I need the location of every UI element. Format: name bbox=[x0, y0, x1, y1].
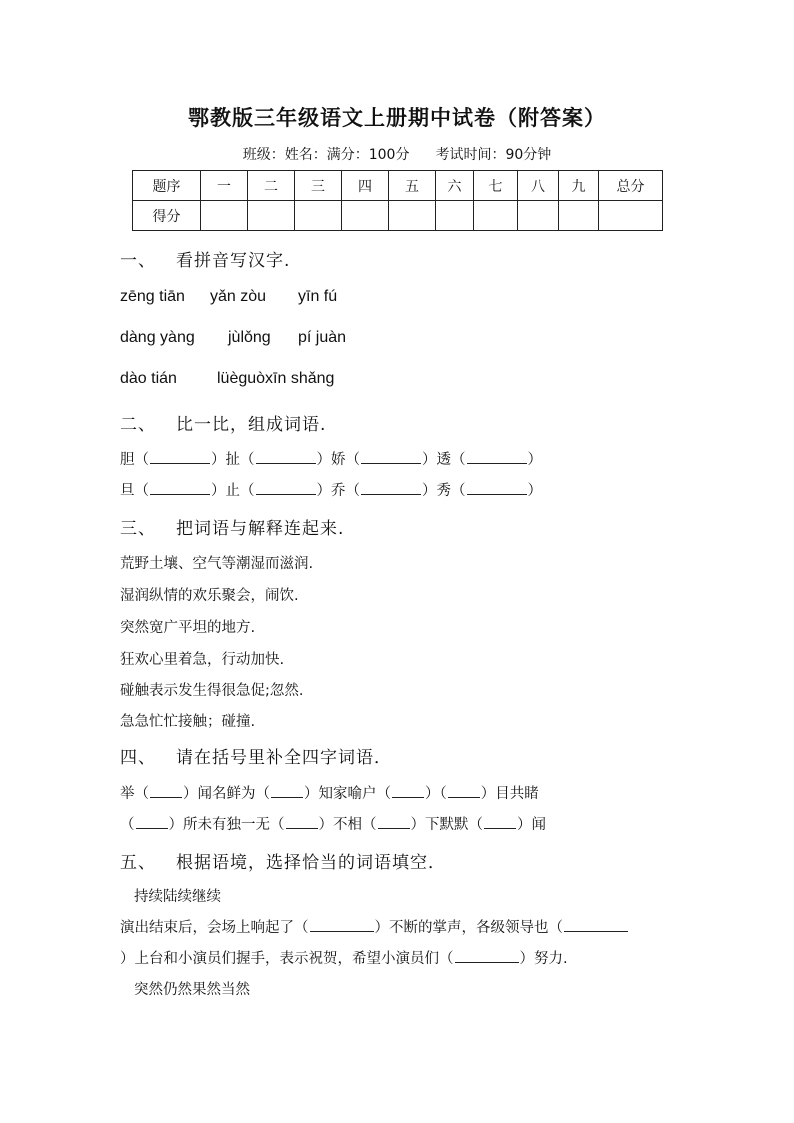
answer-blank[interactable] bbox=[484, 814, 516, 829]
score-table-col: 九 bbox=[559, 171, 599, 201]
exam-info-time: 考试时间：90分钟 bbox=[435, 147, 552, 163]
section-number: 一、 bbox=[120, 251, 156, 271]
idiom-text: 下默默 bbox=[425, 817, 469, 833]
answer-blank[interactable] bbox=[150, 449, 210, 464]
pinyin-item: dàng yàng bbox=[120, 329, 195, 346]
char-prompt: 秀 bbox=[436, 483, 451, 499]
pinyin-item: jùlǒng bbox=[228, 329, 271, 346]
sentence-text: 努力. bbox=[534, 951, 568, 967]
match-line: 碰触表示发生得很急促;忽然. bbox=[120, 683, 304, 699]
word-options: 持续陆续继续 bbox=[134, 889, 221, 905]
score-cell[interactable] bbox=[599, 201, 663, 231]
score-cell[interactable] bbox=[201, 201, 248, 231]
score-table-col: 八 bbox=[518, 171, 559, 201]
section-title: 把词语与解释连起来. bbox=[176, 519, 345, 539]
word-group-row: 旦（ ）止（ ）乔（ ）秀（ ） bbox=[120, 479, 542, 500]
score-table-col: 六 bbox=[436, 171, 474, 201]
page-title: 鄂教版三年级语文上册期中试卷（附答案） bbox=[188, 105, 606, 130]
answer-blank[interactable] bbox=[256, 480, 316, 495]
char-prompt: 扯 bbox=[225, 452, 240, 468]
answer-blank[interactable] bbox=[467, 480, 527, 495]
char-prompt: 胆 bbox=[120, 452, 135, 468]
answer-blank[interactable] bbox=[271, 783, 303, 798]
pinyin-item: yǎn zòu bbox=[210, 288, 267, 305]
match-line: 狂欢心里着急，行动加快. bbox=[120, 652, 285, 668]
pinyin-item: zēng tiān bbox=[120, 288, 185, 305]
answer-blank[interactable] bbox=[150, 783, 182, 798]
pinyin-item: yīn fú bbox=[298, 288, 338, 305]
answer-blank[interactable] bbox=[256, 449, 316, 464]
pinyin-item: pí juàn bbox=[298, 329, 347, 346]
score-table-col: 四 bbox=[342, 171, 389, 201]
fill-sentence: ）上台和小演员们握手，表示祝贺，希望小演员们（ ）努力. bbox=[120, 947, 568, 968]
score-table-col: 五 bbox=[389, 171, 436, 201]
section-heading-3 bbox=[120, 514, 344, 539]
answer-blank[interactable] bbox=[448, 783, 480, 798]
idiom-row: （ ）所未有独一无（ ）不相（ ）下默默（ ）闻 bbox=[120, 813, 546, 834]
score-table-col: 一 bbox=[201, 171, 248, 201]
match-line: 突然宽广平坦的地方. bbox=[120, 620, 256, 636]
score-table-header-label: 题序 bbox=[133, 171, 201, 201]
score-table-col: 三 bbox=[295, 171, 342, 201]
answer-blank[interactable] bbox=[361, 480, 421, 495]
section-title: 比一比，组成词语. bbox=[176, 415, 327, 435]
score-table-row-label: 得分 bbox=[133, 201, 201, 231]
score-cell[interactable] bbox=[474, 201, 518, 231]
pinyin-item: dào tián bbox=[120, 370, 177, 387]
match-line: 急急忙忙接触；碰撞. bbox=[120, 714, 256, 730]
exam-info-class: 班级：姓名：满分：100分 bbox=[242, 147, 410, 163]
answer-blank[interactable] bbox=[361, 449, 421, 464]
char-prompt: 娇 bbox=[331, 452, 346, 468]
score-table-col: 总分 bbox=[599, 171, 663, 201]
section-number: 四、 bbox=[120, 748, 156, 768]
score-cell[interactable] bbox=[248, 201, 295, 231]
idiom-text: 目共睹 bbox=[495, 786, 539, 802]
score-cell[interactable] bbox=[559, 201, 599, 231]
answer-blank[interactable] bbox=[392, 783, 424, 798]
score-table-score-row bbox=[133, 201, 663, 231]
section-heading-5 bbox=[120, 848, 446, 873]
section-title: 根据语境，选择恰当的词语填空． bbox=[176, 853, 446, 873]
idiom-text: 不相 bbox=[333, 817, 362, 833]
section-number: 三、 bbox=[120, 519, 156, 539]
score-table bbox=[132, 170, 663, 231]
idiom-row: 举（ ）闻名鲜为（ ）知家喻户（ ）（ ）目共睹 bbox=[120, 782, 539, 803]
idiom-text: 闻名鲜为 bbox=[197, 786, 256, 802]
pinyin-row bbox=[120, 288, 337, 306]
sentence-text: 上台和小演员们握手，表示祝贺，希望小演员们 bbox=[134, 951, 439, 967]
pinyin-item: lüèguòxīn shǎng bbox=[217, 370, 335, 387]
score-cell[interactable] bbox=[389, 201, 436, 231]
exam-info bbox=[0, 144, 794, 164]
answer-blank[interactable] bbox=[564, 917, 628, 932]
sentence-text: 演出结束后，会场上响起了 bbox=[120, 920, 294, 936]
match-line: 湿润纵情的欢乐聚会，闹饮. bbox=[120, 588, 299, 604]
sentence-text: 不断的掌声，各级领导也 bbox=[389, 920, 549, 936]
score-cell[interactable] bbox=[518, 201, 559, 231]
section-heading-2 bbox=[120, 410, 326, 435]
match-line: 荒野土壤、空气等潮湿而滋润. bbox=[120, 556, 314, 572]
section-heading-1 bbox=[120, 246, 290, 271]
word-group-row: 胆（ ）扯（ ）娇（ ）透（ ） bbox=[120, 448, 542, 469]
score-cell[interactable] bbox=[436, 201, 474, 231]
idiom-text: 知家喻户 bbox=[318, 786, 377, 802]
pinyin-row bbox=[120, 329, 346, 347]
score-cell[interactable] bbox=[342, 201, 389, 231]
char-prompt: 透 bbox=[436, 452, 451, 468]
idiom-text: 所未有独一无 bbox=[183, 817, 270, 833]
answer-blank[interactable] bbox=[378, 814, 410, 829]
char-prompt: 止 bbox=[225, 483, 240, 499]
answer-blank[interactable] bbox=[136, 814, 168, 829]
score-table-col: 二 bbox=[248, 171, 295, 201]
idiom-text: 闻 bbox=[531, 817, 546, 833]
answer-blank[interactable] bbox=[310, 917, 374, 932]
section-number: 二、 bbox=[120, 415, 156, 435]
section-title: 请在括号里补全四字词语． bbox=[176, 748, 392, 768]
section-title: 看拼音写汉字. bbox=[176, 251, 291, 271]
char-prompt: 乔 bbox=[331, 483, 346, 499]
fill-sentence: 演出结束后，会场上响起了（ ）不断的掌声，各级领导也（ bbox=[120, 916, 629, 937]
idiom-text: 举 bbox=[120, 786, 135, 802]
answer-blank[interactable] bbox=[286, 814, 318, 829]
score-table-header-row bbox=[133, 171, 663, 201]
section-number: 五、 bbox=[120, 853, 156, 873]
score-table-col: 七 bbox=[474, 171, 518, 201]
pinyin-row bbox=[120, 370, 334, 388]
word-options: 突然仍然果然当然 bbox=[134, 982, 250, 998]
section-heading-4 bbox=[120, 743, 392, 768]
score-cell[interactable] bbox=[295, 201, 342, 231]
answer-blank[interactable] bbox=[467, 449, 527, 464]
answer-blank[interactable] bbox=[150, 480, 210, 495]
answer-blank[interactable] bbox=[455, 948, 519, 963]
char-prompt: 旦 bbox=[120, 483, 135, 499]
